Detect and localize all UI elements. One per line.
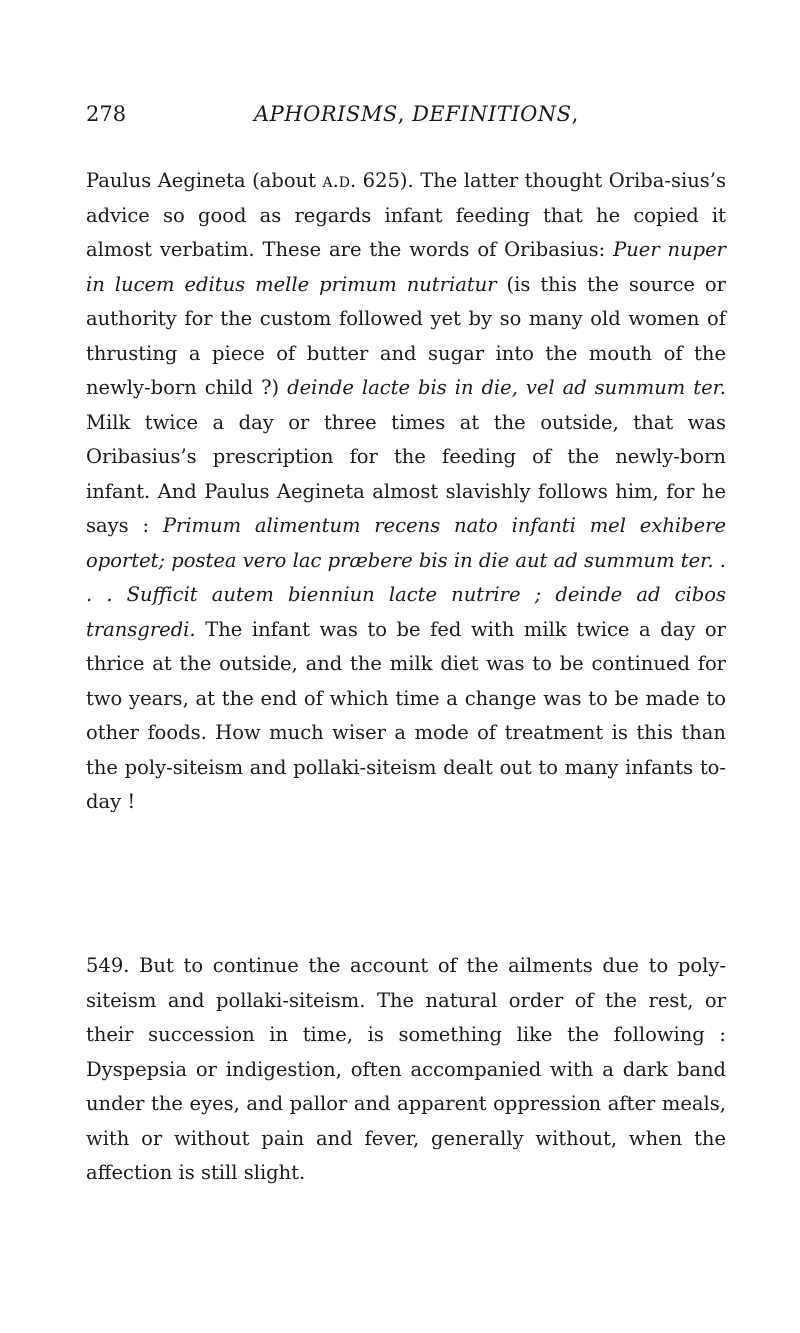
paragraph-oribasius (86, 164, 726, 820)
running-title (254, 102, 579, 126)
latin-quote: deinde lacte bis in die, vel ad summum ter. (287, 376, 726, 399)
latin-quote: Primum alimentum recens nato infanti mel exhibere oportet; postea vero lac præbere bis in die aut ad summum ter. . . . Sufficit autem bienniun lacte nutrire ; deinde ad cibos transgredi. (86, 514, 727, 641)
page-number: 278 (86, 102, 127, 126)
text-run: Milk twice a day or three times at the outside, that was Oribasius’s prescription for the feeding of the newly-born infant. And Paulus Aegineta almost slavishly follows him, for he says : (86, 410, 726, 537)
running-title-part: DEFINITIONS (412, 102, 572, 126)
text-run: Paulus Aegineta (about (86, 169, 323, 192)
era-abbreviation: a.d. (322, 169, 357, 192)
running-title-comma: , (397, 102, 413, 126)
paragraph-549: 549. But to continue the account of the ailments due to poly-siteism and pollaki-siteism. The natural order of the rest, or their succession in time, is something like the following : Dyspepsia or indigestion, often accompanied with a dark band under the eyes, and pallor and apparent oppression after meals, with or without pain and fever, generally without, when the affection is still slight. (86, 954, 726, 1184)
running-title-comma: , (571, 102, 579, 126)
text-run: 625). The latter thought Oriba-sius’s advice so good as regards infant feeding that he copied it almost verbatim. These are the words of Oribasius: (86, 169, 726, 261)
running-title-part: APHORISMS (254, 102, 398, 126)
text-run: The infant was to be fed with milk twice a day or thrice at the outside, and the milk diet was to be continued for two years, at the end of which time a change was to be made to other foods. How much wiser a mode of treatment is this than the poly-siteism and pollaki-siteism dealt out to many infants to-day ! (86, 617, 726, 813)
text-run: (is this the source or authority for the custom followed yet by so many old women of thrusting a piece of butter and sugar into the mouth of the newly-born child ?) (86, 272, 726, 399)
latin-quote: Puer nuper in lucem editus melle primum nutriatur (86, 238, 726, 296)
running-head (86, 102, 726, 134)
